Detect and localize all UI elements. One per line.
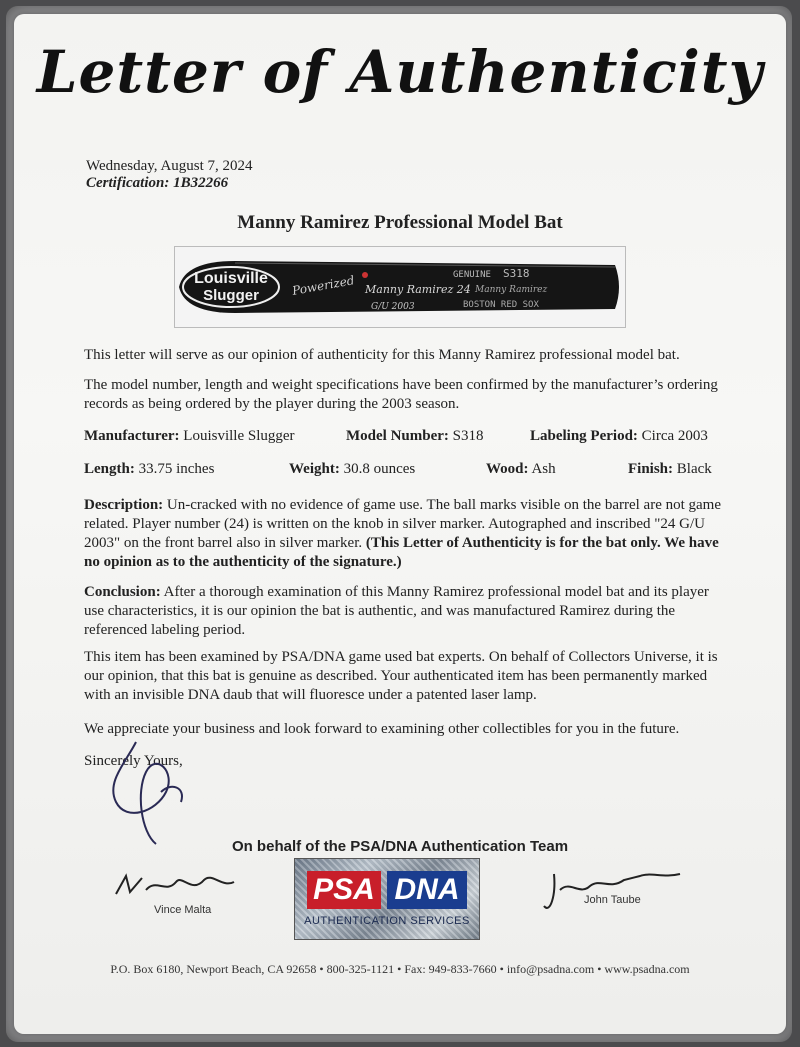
examined-paragraph: This item has been examined by PSA/DNA game used bat experts. On behalf of Collectors Universe, it is our opinion, that this bat is genuine as described. Your authenticated item has been permanently marked with an invisible DNA daub that will fluoresce under a patented laser lamp.: [84, 649, 718, 703]
spec-manufacturer: Manufacturer: Louisville Slugger: [84, 428, 295, 444]
bat-photo: [174, 246, 626, 328]
spec-weight: Weight: 30.8 ounces: [289, 461, 416, 477]
brand-top: Louisville: [194, 270, 268, 287]
spec-model-number: Model Number: S318: [346, 428, 484, 444]
team-stamp: BOSTON RED SOX: [463, 300, 539, 310]
genuine-stamp: GENUINE: [453, 270, 491, 280]
handwritten-signature: [96, 732, 206, 852]
spec-labeling-period: Labeling Period: Circa 2003: [530, 428, 708, 444]
letter-date: Wednesday, August 7, 2024: [86, 158, 253, 174]
hologram-subtitle: AUTHENTICATION SERVICES: [304, 915, 470, 927]
spec-length: Length: 33.75 inches: [84, 461, 215, 477]
conclusion-paragraph: Conclusion: After a thorough examination of this Manny Ramirez professional model bat and its player use characteristics, it is our opinion the bat is authentic, and was manufactured Ramirez during the referenced labeling period.: [84, 584, 709, 638]
signer-left-name: Vince Malta: [154, 904, 212, 916]
signer-right-name: John Taube: [584, 894, 641, 906]
hologram-dna: DNA: [387, 871, 467, 909]
description-paragraph: Description: Un-cracked with no evidence of game use. The ball marks visible on the barrel are not game related. Player number (24) is written on the knob in silver marker. Autographed and inscribed "24 G/U 2003" on the front barrel also in silver marker. (This Letter of Authenticity is for the bat only. We have no opinion as to the authenticity of the signature.): [84, 497, 722, 570]
team-line: On behalf of the PSA/DNA Authentication Team: [231, 838, 569, 855]
spec-finish: Finish: Black: [628, 461, 712, 477]
certification-number: 1B32266: [173, 175, 229, 191]
letter-title: Letter of Authenticity: [36, 38, 764, 106]
autograph: Manny Ramirez 24: [365, 283, 471, 296]
appreciation-paragraph: We appreciate your business and look forward to examining other collectibles for you in the future.: [84, 721, 680, 737]
certification-line: [86, 175, 228, 192]
bat-illustration: [175, 247, 625, 327]
barrel-script: Powerized: [291, 273, 356, 298]
psa-dna-hologram: [294, 858, 480, 940]
certification-label: Certification:: [86, 175, 170, 191]
facsimile-signature: Manny Ramirez: [475, 285, 548, 295]
spec-wood: Wood: Ash: [486, 461, 556, 477]
specs-confirmed-paragraph: The model number, length and weight specifications have been confirmed by the manufacturer’s ordering records as being ordered by the player during the 2003 season.: [84, 377, 718, 412]
item-title: Manny Ramirez Professional Model Bat: [237, 212, 563, 233]
vince-malta-signature: [112, 864, 242, 904]
hologram-sticker: [362, 272, 368, 278]
hologram-psa: PSA: [307, 871, 381, 909]
footer-contact: P.O. Box 6180, Newport Beach, CA 92658 • 800-325-1121 • Fax: 949-833-7660 • info@psadna.com • www.psadna.com: [110, 962, 690, 976]
closing-line: Sincerely Yours,: [84, 753, 183, 769]
opinion-paragraph: This letter will serve as our opinion of authenticity for this Manny Ramirez professional model bat.: [84, 347, 680, 363]
brand-bottom: Slugger: [203, 287, 259, 304]
inscription: G/U 2003: [371, 302, 415, 312]
model-stamp: S318: [503, 267, 530, 280]
